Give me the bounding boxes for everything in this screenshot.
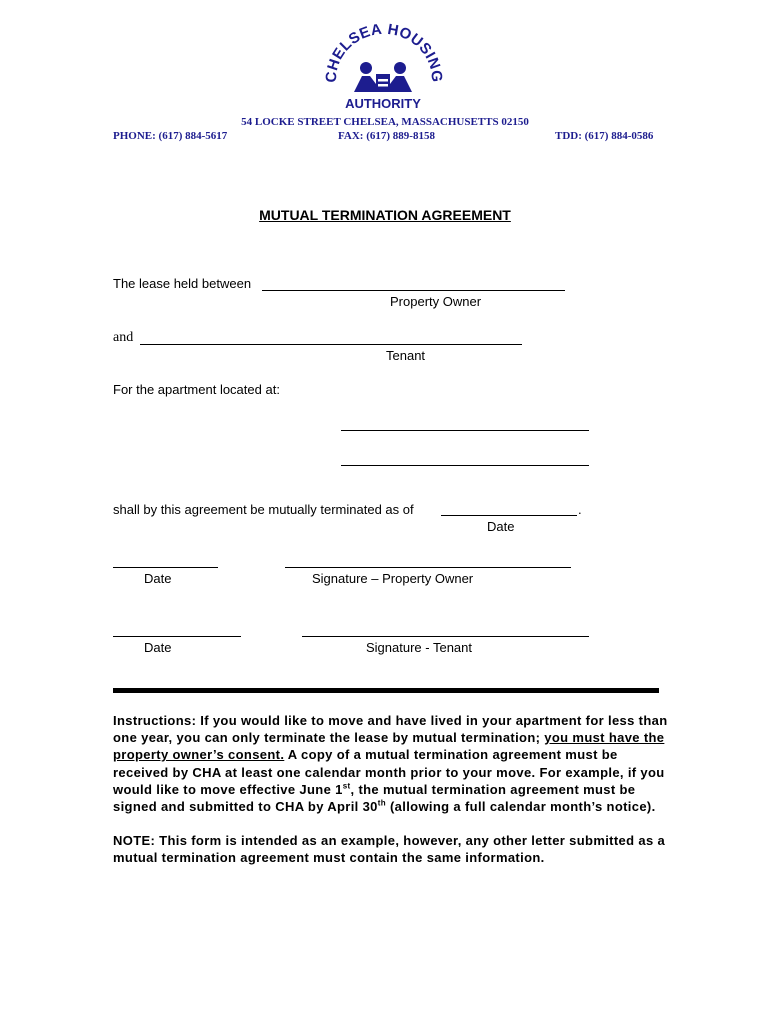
superscript-th: th [377,798,387,808]
apartment-label: For the apartment located at: [113,382,280,397]
tenant-date-field[interactable] [113,636,241,637]
tenant-caption: Tenant [386,348,426,363]
property-owner-caption: Property Owner [390,294,482,309]
termination-date-field[interactable] [441,515,577,516]
letterhead-tdd: TDD: (617) 884-0586 [555,130,654,142]
logo-arc-text: CHELSEA HOUSING [322,22,446,84]
tenant-signature-field[interactable] [302,636,589,637]
property-owner-field[interactable] [262,290,565,291]
lease-label: The lease held between [113,276,252,291]
note-text: NOTE: This form is intended as an example, however, any other letter submitted as a mutual termination agreement must contain the same information. [113,833,666,866]
consent-emphasis: you must have the property owner’s consent. [113,730,665,763]
people-icon [354,62,412,92]
letterhead-phone: PHONE: (617) 884-5617 [113,130,228,142]
logo-authority-text: AUTHORITY [345,96,421,111]
tenant-field[interactable] [140,344,522,345]
tenant-signature-caption: Signature - Tenant [366,640,472,655]
instructions-text [113,712,673,815]
apartment-address-line-1[interactable] [341,430,589,431]
page-title: MUTUAL TERMINATION AGREEMENT [259,207,511,223]
tenant-date-caption: Date [144,640,172,655]
instructions-part4: (allowing a full calendar month’s notice). [386,799,656,815]
owner-date-caption: Date [144,571,172,586]
terminated-period: . [578,502,582,517]
section-divider [113,688,659,693]
instructions-part1: Instructions: If you would like to move and have lived in your apartment for less than one year, you can only terminate the lease by mutual termination; [113,713,668,746]
svg-text:CHELSEA HOUSING [323,22,446,83]
termination-date-caption: Date [487,519,515,534]
superscript-st: st [342,781,351,791]
instructions-part3: , the mutual termination agreement must be signed and submitted to CHA by April 30 [113,781,636,815]
owner-signature-caption: Signature – Property Owner [312,571,474,586]
letterhead-address: 54 LOCKE STREET CHELSEA, MASSACHUSETTS 02150 [241,116,529,128]
apartment-address-line-2[interactable] [341,465,589,466]
instructions-block [113,712,673,867]
terminated-text: shall by this agreement be mutually terminated as of [113,502,414,517]
letterhead-fax: FAX: (617) 889-8158 [338,130,435,142]
instructions-part2: A copy of a mutual termination agreement must be received by CHA at least one calendar month prior to your move. For example, if you would like to move effective June 1 [113,747,665,797]
owner-date-field[interactable] [113,567,218,568]
owner-signature-field[interactable] [285,567,571,568]
chelsea-housing-authority-logo [318,22,448,116]
and-label: and [113,330,134,345]
